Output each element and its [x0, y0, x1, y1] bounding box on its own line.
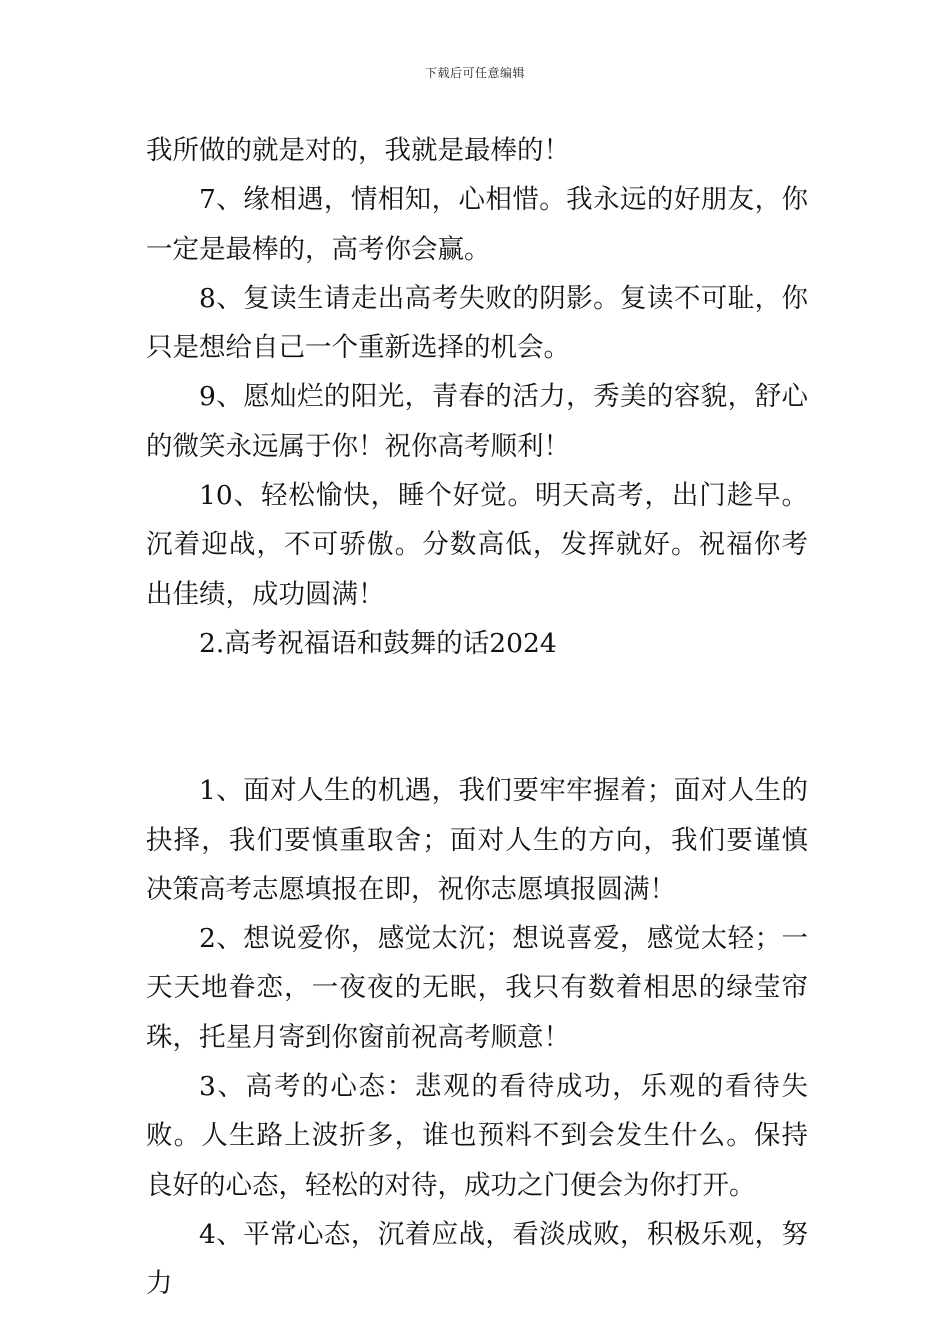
paragraph-item-3: 3、高考的心态：悲观的看待成功，乐观的看待失败。人生路上波折多，谁也预料不到会发生什么。保持良好的心态，轻松的对待，成功之门便会为你打开。: [146, 1071, 808, 1201]
paragraph-item-2: 2、想说爱你，感觉太沉；想说喜爱，感觉太轻；一天天地眷恋，一夜夜的无眠，我只有数着相思的绿莹帘珠，托星月寄到你窗前祝高考顺意！: [146, 923, 808, 1053]
paragraph-continuation: 我所做的就是对的，我就是最棒的！: [146, 135, 570, 166]
paragraph-item-4: 4、平常心态，沉着应战，看淡成败，积极乐观，努力: [146, 1218, 808, 1300]
paragraph-item-10: 10、轻松愉快，睡个好觉。明天高考，出门趁早。沉着迎战，不可骄傲。分数高低，发挥就好。祝福你考出佳绩，成功圆满！: [146, 480, 808, 610]
document-body: [146, 126, 808, 1309]
paragraph-item-1: 1、面对人生的机遇，我们要牢牢握着；面对人生的抉择，我们要慎重取舍；面对人生的方向，我们要谨慎决策高考志愿填报在即，祝你志愿填报圆满！: [146, 775, 808, 905]
section-heading: 2.高考祝福语和鼓舞的话2024: [199, 627, 557, 659]
paragraph-item-7: 7、缘相遇，情相知，心相惜。我永远的好朋友，你一定是最棒的，高考你会赢。: [146, 184, 808, 265]
page-header: 下载后可任意编辑: [424, 66, 525, 80]
paragraph-item-9: 9、愿灿烂的阳光，青春的活力，秀美的容貌，舒心的微笑永远属于你！祝你高考顺利！: [146, 381, 808, 462]
paragraph-item-8: 8、复读生请走出高考失败的阴影。复读不可耻，你只是想给自己一个重新选择的机会。: [146, 282, 808, 364]
